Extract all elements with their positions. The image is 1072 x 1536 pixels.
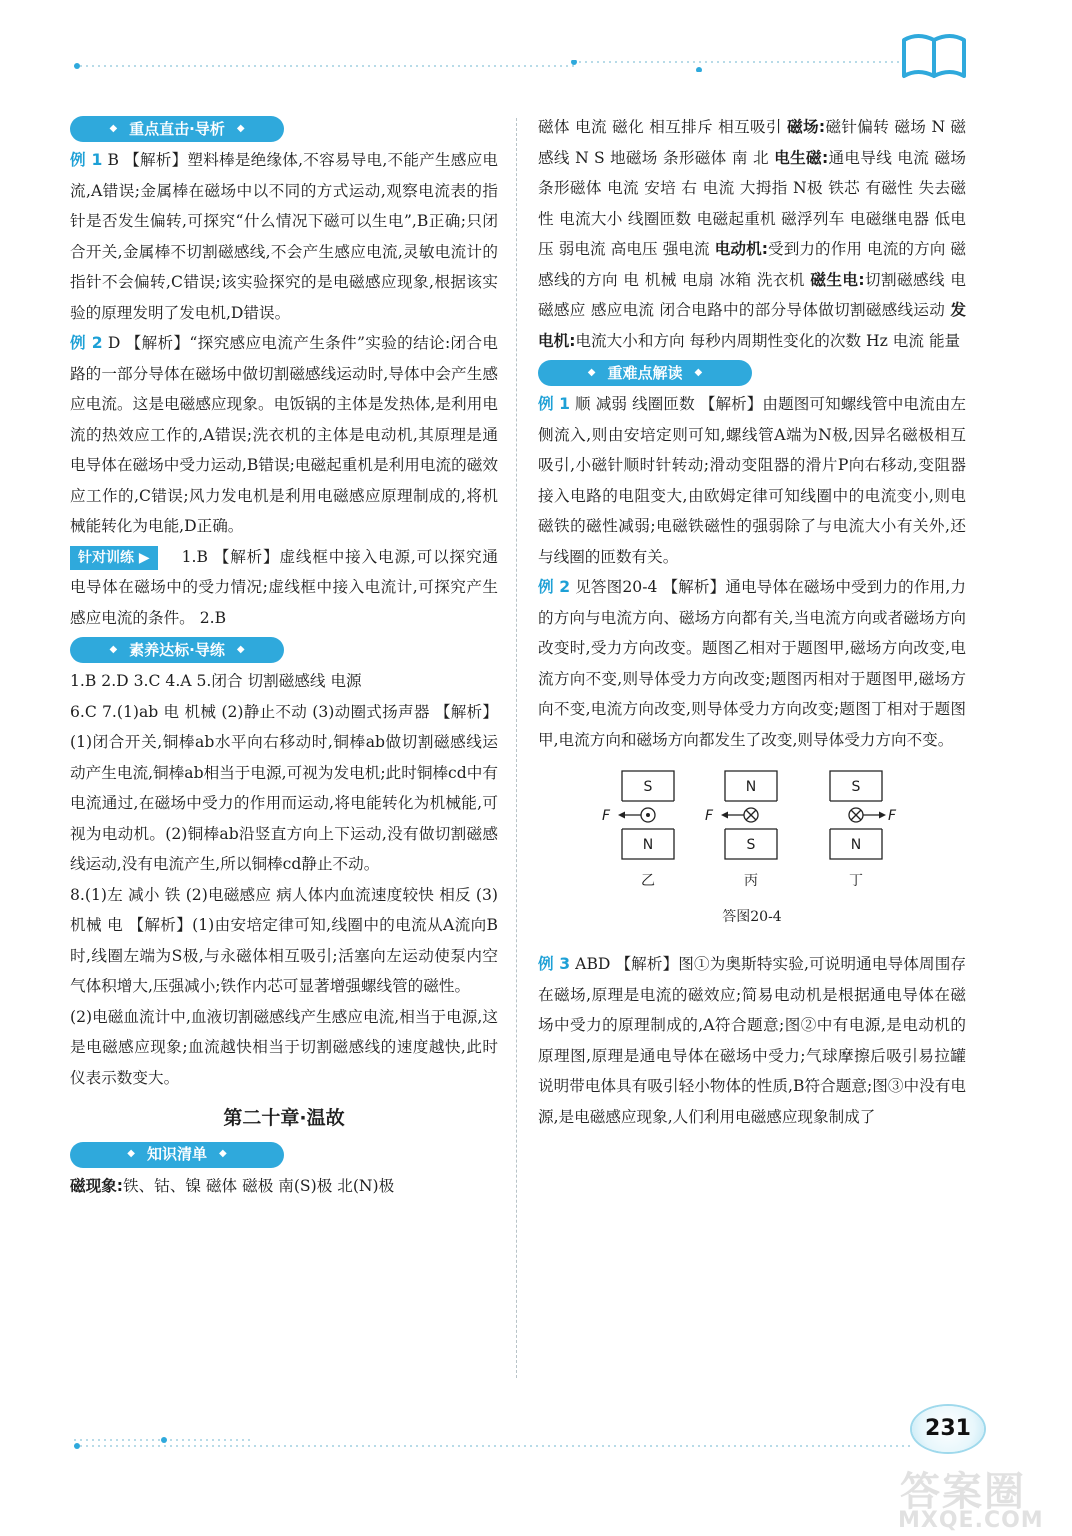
diamond-icon: ◆ (109, 122, 118, 134)
force-label: F (602, 808, 611, 824)
open-book-icon (900, 30, 968, 80)
answer-figure-20-4 (538, 759, 966, 949)
panel-label: 乙 (641, 873, 655, 889)
panel-label: 丁 (849, 873, 863, 889)
knowledge-magnetism: 磁现象:铁、钴、镍 磁体 磁极 南(S)极 北(N)极 (70, 1176, 395, 1195)
training-tag: 针对训练 ▶ (70, 546, 158, 570)
answer-8-part-2: (2)电磁血流计中,血液切割磁感线产生感应电流,相当于电源,这是电磁感应现象;血流越快相当于切割磁感线的速度越快,此时仪表示数变大。 (70, 1007, 498, 1087)
magnet-top-pole: S (851, 779, 861, 795)
magnet-bottom-pole: N (642, 837, 654, 853)
force-label: F (705, 808, 714, 824)
diamond-icon: ◆ (236, 643, 245, 655)
magnet-force-diagram (538, 759, 966, 949)
diagram-panel-bing (705, 771, 777, 889)
magnet-bottom-pole: N (850, 837, 862, 853)
force-label: F (888, 808, 897, 824)
magnet-bottom-pole: S (746, 837, 756, 853)
current-out-icon (646, 813, 650, 817)
answers-1-5: 1.B 2.D 3.C 4.A 5.闭合 切割磁感线 电源 (70, 672, 362, 690)
diamond-icon: ◆ (109, 643, 118, 655)
diagram-panel-yi (602, 771, 674, 889)
difficult-example-2: 例 2 见答图20-4 【解析】通电导体在磁场中受到力的作用,力的方向与电流方向、磁场方向都有关,当电流方向或者磁场方向改变时,受力方向改变。题图乙相对于题图甲,磁场方向改变,电流方向不变,则导体受力方向改变;题图丙相对于题图甲,磁场方向不变,电流方向改变,则导体受力方向改变;题图丁相对于题图甲,电流方向和磁场方向都发生了改变,则导体受力方向不变。 (538, 578, 967, 749)
figure-caption: 答图20-4 (722, 909, 782, 925)
section-header-literacy: ◆ 素养达标·导练 ◆ (70, 637, 284, 663)
section-header-difficult-points: ◆ 重难点解读 ◆ (538, 360, 752, 386)
chapter-title: 第二十章·温故 (223, 1107, 345, 1129)
diamond-icon: ◆ (127, 1148, 135, 1160)
diagram-panel-ding (830, 771, 897, 889)
training-paragraph: 针对训练 ▶ 1.B 【解析】虚线框中接入电源,可以探究通电导体在磁场中的受力情况;虚线框中接入电流计,可探究产生感应电流的条件。 2.B (70, 547, 498, 627)
example-1-paragraph: 例 1 B 【解析】塑料棒是绝缘体,不容易导电,不能产生感应电流,A错误;金属棒在磁场中以不同的方式运动,观察电流表的指针是否发生偏转,可探究“什么情况下磁可以生电”,B正确;只闭合开关,金属棒不切割磁感线,不会产生感应电流,灵敏电流计的指针不会偏转,C错误;该实验探究的是电磁感应现象,根据该实验的原理发明了发电机,D错误。 (70, 151, 499, 322)
diamond-icon: ◆ (219, 1148, 227, 1160)
section-header-key-points: ◆ 重点直击·导析 ◆ (70, 116, 284, 142)
diamond-icon: ◆ (694, 366, 703, 378)
magnet-top-pole: N (745, 779, 757, 795)
difficult-example-1: 例 1 顺 减弱 线圈匝数 【解析】由题图可知螺线管中电流由左侧流入,则由安培定则可知,螺线管A端为N极,因异名磁极相互吸引,小磁针顺时针转动;滑动变阻器的滑片P向右移动,变阻器接入电路的电阻变大,由欧姆定律可知线圈中的电流变小,则电磁铁的磁性减弱;电磁铁磁性的强弱除了与电流大小有关外,还与线圈的匝数有关。 (538, 395, 966, 566)
diamond-icon: ◆ (236, 122, 245, 134)
knowledge-list-continued: 磁体 电流 磁化 相互排斥 相互吸引 磁场:磁针偏转 磁场 N 磁感线 N S 地磁场 条形磁体 南 北 电生磁:通电导线 电流 磁场 条形磁体 电流 安培 右 电流 大拇指 N极 铁芯 有磁性 失去磁性 电流大小 线圈匝数 电磁起重机 磁浮列车 电磁继电器 低电压 弱电流 高电压 强电流 电动机:受到力的作用 电流的方向 磁感线的方向 电 机械 电扇 冰箱 洗衣机 磁生电:切割磁感线 电磁感应 感应电流 闭合电路中的部分导体做切割磁感线运动 发电机:电流大小和方向 每秒内周期性变化的次数 Hz 电流 能量 (538, 118, 966, 350)
page-number: 231 (912, 1406, 984, 1452)
section-header-knowledge-list: ◆ 知识清单 ◆ (70, 1142, 284, 1168)
left-column (70, 112, 498, 1201)
answers-6-7: 6.C 7.(1)ab 电 机械 (2)静止不动 (3)动圈式扬声器 【解析】(1)闭合开关,铜棒ab水平向右移动时,铜棒ab做切割磁感线运动产生电流,铜棒ab相当于电源,可视为发电机;此时铜棒cd中有电流通过,在磁场中受力的作用而运动,将电能转化为机械能,可视为电动机。(2)铜棒ab沿竖直方向上下运动,没有做切割磁感线运动,没有电流产生,所以铜棒cd静止不动。 (70, 702, 498, 873)
site-watermark: 答案圈 MXQE.COM (898, 1469, 1044, 1533)
answer-8-part-1: 8.(1)左 减小 铁 (2)电磁感应 病人体内血流速度较快 相反 (3)机械 电 【解析】(1)由安培定律可知,线圈中的电流从A流向B时,线圈左端为S极,与永磁体相互吸引;活塞向左运动使泵内空气体积增大,压强减小;铁作内芯可显著增强螺线管的磁性。 (70, 885, 498, 995)
right-column (538, 112, 966, 1132)
footer-dotted-line (74, 1436, 954, 1450)
magnet-top-pole: S (643, 779, 653, 795)
panel-label: 丙 (744, 873, 758, 889)
column-divider (516, 118, 517, 1378)
difficult-example-3: 例 3 ABD 【解析】图①为奥斯特实验,可说明通电导体周围存在磁场,原理是电流的磁效应;简易电动机是根据通电导体在磁场中受力的原理制成的,A符合题意;图②中有电源,是电动机的原理图,原理是通电导体在磁场中受力;气球摩擦后吸引易拉罐说明带电体具有吸引轻小物体的性质,B符合题意;图③中没有电源,是电磁感应现象,人们利用电磁感应现象制成了 (538, 955, 967, 1126)
header-dotted-line (74, 60, 904, 72)
example-2-paragraph: 例 2 D 【解析】“探究感应电流产生条件”实验的结论:闭合电路的一部分导体在磁场中做切割磁感线运动时,导体中会产生感应电流。这是电磁感应现象。电饭锅的主体是发热体,是利用电流的热效应工作的,A错误;洗衣机的主体是电动机,其原理是通电导体在磁场中受力运动,B错误;电磁起重机是利用电流的磁效应工作的,C错误;风力发电机是利用电磁感应原理制成的,将机械能转化为电能,D正确。 (70, 334, 499, 535)
diamond-icon: ◆ (587, 366, 596, 378)
